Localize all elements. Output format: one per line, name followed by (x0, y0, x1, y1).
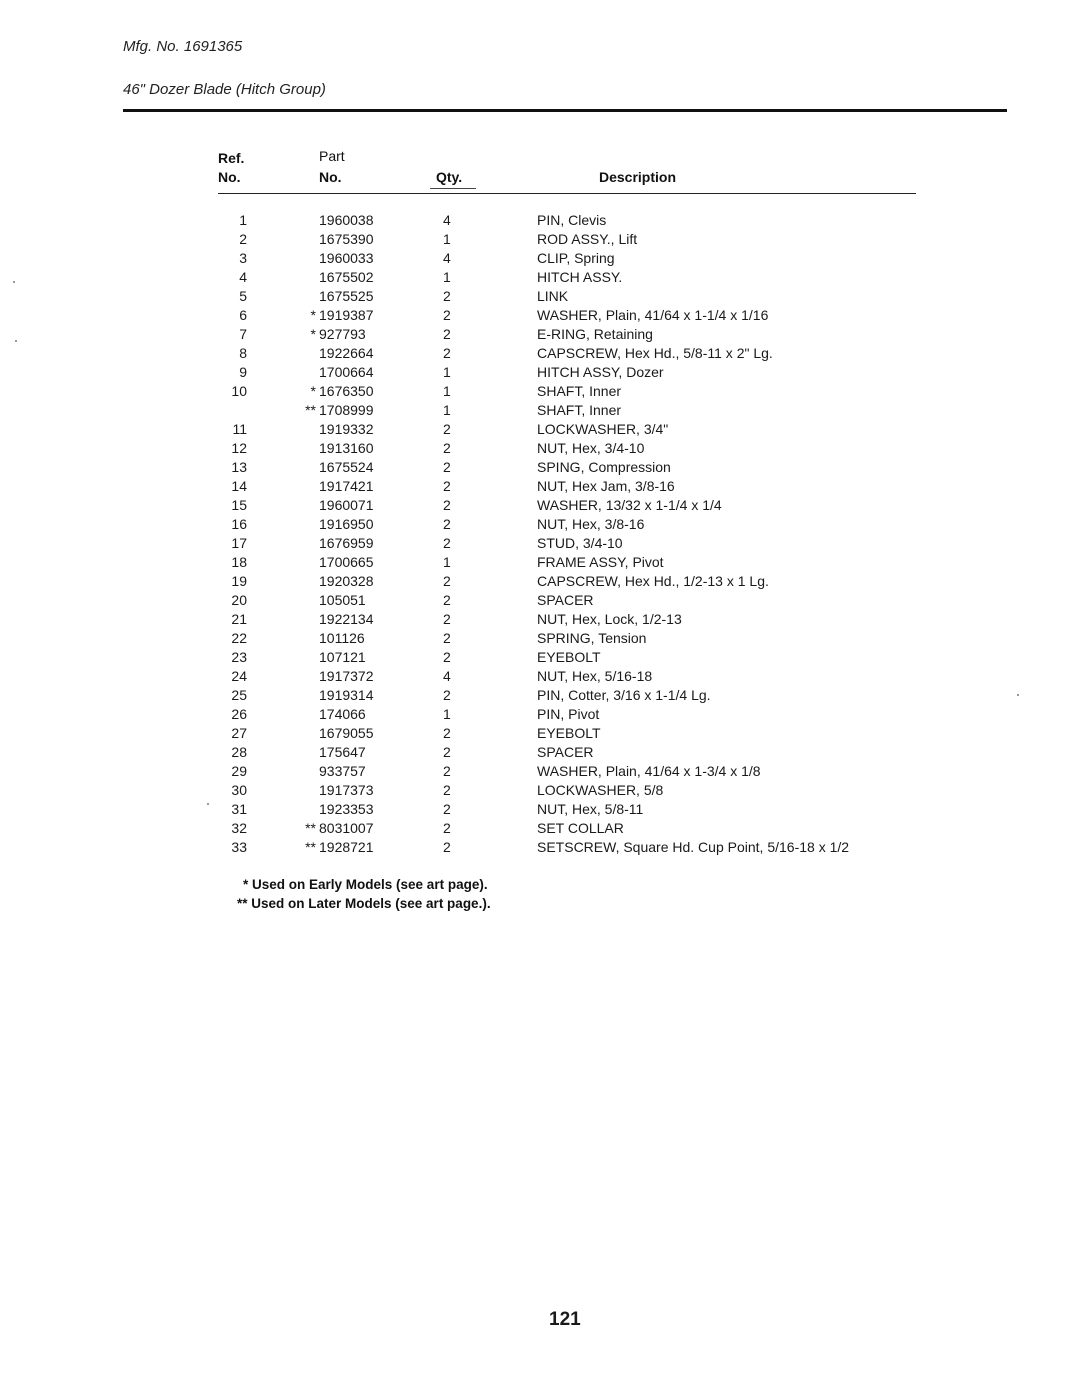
qty-cell: 1 (443, 231, 451, 247)
qty-cell: 4 (443, 212, 451, 228)
table-row (0, 249, 1080, 268)
part-number-cell: 8031007 (319, 820, 374, 836)
ref-cell: 1 (239, 212, 247, 228)
ref-cell: 18 (231, 554, 247, 570)
qty-cell: 2 (443, 744, 451, 760)
ref-cell: 5 (239, 288, 247, 304)
qty-cell: 2 (443, 478, 451, 494)
model-mark: * (310, 307, 316, 323)
part-number-cell: 1708999 (319, 402, 374, 418)
description-cell: WASHER, Plain, 41/64 x 1-1/4 x 1/16 (537, 307, 769, 323)
table-row (0, 686, 1080, 705)
ref-cell: 19 (231, 573, 247, 589)
qty-cell: 4 (443, 250, 451, 266)
ref-cell: 10 (231, 383, 247, 399)
col-part-label: Part (319, 148, 345, 164)
description-cell: NUT, Hex, 5/8-11 (537, 801, 644, 817)
table-row (0, 724, 1080, 743)
ref-cell: 30 (231, 782, 247, 798)
table-row (0, 819, 1080, 838)
description-cell: CAPSCREW, Hex Hd., 1/2-13 x 1 Lg. (537, 573, 769, 589)
description-cell: SPING, Compression (537, 459, 671, 475)
qty-cell: 1 (443, 364, 451, 380)
ref-cell: 3 (239, 250, 247, 266)
description-cell: SETSCREW, Square Hd. Cup Point, 5/16-18 x 1/2 (537, 839, 850, 855)
description-cell: STUD, 3/4-10 (537, 535, 623, 551)
table-row (0, 268, 1080, 287)
description-cell: PIN, Pivot (537, 706, 600, 722)
qty-cell: 2 (443, 820, 451, 836)
part-number-cell: 1919332 (319, 421, 374, 437)
ref-cell: 23 (231, 649, 247, 665)
description-cell: HITCH ASSY. (537, 269, 623, 285)
table-row (0, 838, 1080, 857)
ref-cell: 28 (231, 744, 247, 760)
ref-cell: 31 (231, 801, 247, 817)
part-number-cell: 1923353 (319, 801, 374, 817)
page-number: 121 (549, 1309, 581, 1330)
ref-cell: 17 (231, 535, 247, 551)
col-ref-label: Ref. (218, 150, 245, 166)
part-number-cell: 1675502 (319, 269, 374, 285)
ref-cell: 29 (231, 763, 247, 779)
table-row (0, 705, 1080, 724)
model-mark: * (310, 326, 316, 342)
part-number-cell: 1917372 (319, 668, 374, 684)
description-cell: CAPSCREW, Hex Hd., 5/8-11 x 2" Lg. (537, 345, 773, 361)
description-cell: FRAME ASSY, Pivot (537, 554, 664, 570)
table-row (0, 439, 1080, 458)
qty-cell: 2 (443, 497, 451, 513)
part-number-cell: 933757 (319, 763, 366, 779)
part-number-cell: 1919314 (319, 687, 374, 703)
ref-cell: 15 (231, 497, 247, 513)
part-number-cell: 1676350 (319, 383, 374, 399)
qty-cell: 2 (443, 801, 451, 817)
qty-cell: 2 (443, 307, 451, 323)
part-number-cell: 1960071 (319, 497, 374, 513)
table-row (0, 648, 1080, 667)
part-number-cell: 927793 (319, 326, 366, 342)
model-mark: ** (305, 839, 316, 855)
part-number-cell: 1913160 (319, 440, 374, 456)
description-cell: WASHER, 13/32 x 1-1/4 x 1/4 (537, 497, 722, 513)
table-row (0, 477, 1080, 496)
scan-speck (1017, 694, 1019, 696)
col-ref-label-no: No. (218, 169, 241, 185)
qty-cell: 2 (443, 611, 451, 627)
ref-cell: 2 (239, 231, 247, 247)
ref-cell: 32 (231, 820, 247, 836)
part-number-cell: 1960033 (319, 250, 374, 266)
part-number-cell: 1679055 (319, 725, 374, 741)
scan-speck (207, 803, 209, 805)
model-mark: ** (305, 402, 316, 418)
description-cell: LOCKWASHER, 5/8 (537, 782, 664, 798)
table-row (0, 591, 1080, 610)
description-cell: LINK (537, 288, 569, 304)
table-row (0, 534, 1080, 553)
qty-underline (430, 188, 476, 189)
description-cell: NUT, Hex, Lock, 1/2-13 (537, 611, 682, 627)
part-number-cell: 1917373 (319, 782, 374, 798)
table-row (0, 382, 1080, 401)
ref-cell: 26 (231, 706, 247, 722)
description-cell: NUT, Hex Jam, 3/8-16 (537, 478, 675, 494)
table-row (0, 344, 1080, 363)
ref-cell: 16 (231, 516, 247, 532)
description-cell: WASHER, Plain, 41/64 x 1-3/4 x 1/8 (537, 763, 761, 779)
table-header-rule (218, 193, 916, 194)
ref-cell: 7 (239, 326, 247, 342)
footnote-later-models: ** Used on Later Models (see art page.). (237, 896, 491, 911)
part-number-cell: 105051 (319, 592, 366, 608)
table-row (0, 781, 1080, 800)
qty-cell: 2 (443, 288, 451, 304)
qty-cell: 2 (443, 782, 451, 798)
table-row (0, 420, 1080, 439)
model-mark: * (310, 383, 316, 399)
ref-cell: 8 (239, 345, 247, 361)
part-number-cell: 174066 (319, 706, 366, 722)
header-rule (123, 109, 1007, 112)
part-number-cell: 1917421 (319, 478, 374, 494)
description-cell: ROD ASSY., Lift (537, 231, 638, 247)
qty-cell: 2 (443, 649, 451, 665)
table-row (0, 325, 1080, 344)
scan-speck (13, 281, 15, 283)
ref-cell: 20 (231, 592, 247, 608)
mfg-number: Mfg. No. 1691365 (123, 38, 243, 55)
part-number-cell: 1700665 (319, 554, 374, 570)
description-cell: PIN, Cotter, 3/16 x 1-1/4 Lg. (537, 687, 711, 703)
description-cell: SPACER (537, 744, 594, 760)
part-number-cell: 1676959 (319, 535, 374, 551)
description-cell: SHAFT, Inner (537, 402, 622, 418)
qty-cell: 2 (443, 687, 451, 703)
table-row (0, 401, 1080, 420)
qty-cell: 2 (443, 725, 451, 741)
part-number-cell: 1916950 (319, 516, 374, 532)
part-number-cell: 1675525 (319, 288, 374, 304)
ref-cell: 13 (231, 459, 247, 475)
qty-cell: 4 (443, 668, 451, 684)
part-number-cell: 1928721 (319, 839, 374, 855)
table-row (0, 306, 1080, 325)
part-number-cell: 1675390 (319, 231, 374, 247)
qty-cell: 2 (443, 516, 451, 532)
qty-cell: 2 (443, 459, 451, 475)
col-part-label-no: No. (319, 169, 342, 185)
table-row (0, 762, 1080, 781)
part-number-cell: 107121 (319, 649, 366, 665)
description-cell: SPRING, Tension (537, 630, 647, 646)
table-row (0, 230, 1080, 249)
ref-cell: 6 (239, 307, 247, 323)
qty-cell: 1 (443, 554, 451, 570)
ref-cell: 11 (232, 421, 247, 437)
qty-cell: 2 (443, 839, 451, 855)
description-cell: SET COLLAR (537, 820, 624, 836)
description-cell: EYEBOLT (537, 725, 601, 741)
qty-cell: 1 (443, 402, 451, 418)
description-cell: NUT, Hex, 3/4-10 (537, 440, 645, 456)
ref-cell: 12 (231, 440, 247, 456)
qty-cell: 1 (443, 706, 451, 722)
part-number-cell: 1700664 (319, 364, 374, 380)
ref-cell: 25 (231, 687, 247, 703)
part-number-cell: 101126 (319, 630, 365, 646)
ref-cell: 21 (231, 611, 247, 627)
ref-cell: 24 (231, 668, 247, 684)
part-number-cell: 1919387 (319, 307, 374, 323)
part-number-cell: 1960038 (319, 212, 374, 228)
description-cell: NUT, Hex, 3/8-16 (537, 516, 645, 532)
model-mark: ** (305, 820, 316, 836)
parts-table (0, 211, 1080, 857)
part-number-cell: 1675524 (319, 459, 374, 475)
scan-speck (15, 340, 17, 342)
qty-cell: 1 (443, 269, 451, 285)
table-row (0, 800, 1080, 819)
col-description-label: Description (599, 169, 677, 185)
ref-cell: 33 (231, 839, 247, 855)
part-number-cell: 1922134 (319, 611, 374, 627)
description-cell: E-RING, Retaining (537, 326, 653, 342)
qty-cell: 2 (443, 421, 451, 437)
qty-cell: 2 (443, 592, 451, 608)
table-row (0, 610, 1080, 629)
table-row (0, 287, 1080, 306)
table-row (0, 211, 1080, 230)
description-cell: SHAFT, Inner (537, 383, 622, 399)
table-row (0, 553, 1080, 572)
qty-cell: 1 (443, 383, 451, 399)
table-row (0, 496, 1080, 515)
part-number-cell: 1922664 (319, 345, 374, 361)
table-row (0, 629, 1080, 648)
table-row (0, 572, 1080, 591)
qty-cell: 2 (443, 763, 451, 779)
ref-cell: 27 (231, 725, 247, 741)
ref-cell: 14 (231, 478, 247, 494)
col-qty-label: Qty. (436, 169, 463, 185)
qty-cell: 2 (443, 573, 451, 589)
description-cell: PIN, Clevis (537, 212, 607, 228)
qty-cell: 2 (443, 326, 451, 342)
ref-cell: 4 (239, 269, 247, 285)
part-number-cell: 175647 (319, 744, 366, 760)
table-row (0, 458, 1080, 477)
qty-cell: 2 (443, 345, 451, 361)
part-number-cell: 1920328 (319, 573, 374, 589)
description-cell: LOCKWASHER, 3/4" (537, 421, 669, 437)
qty-cell: 2 (443, 630, 451, 646)
description-cell: EYEBOLT (537, 649, 601, 665)
table-row (0, 363, 1080, 382)
description-cell: SPACER (537, 592, 594, 608)
page-title: 46" Dozer Blade (Hitch Group) (123, 81, 326, 98)
footnote-early-models: * Used on Early Models (see art page). (243, 877, 488, 892)
ref-cell: 22 (231, 630, 247, 646)
table-row (0, 667, 1080, 686)
description-cell: CLIP, Spring (537, 250, 615, 266)
table-row (0, 743, 1080, 762)
description-cell: NUT, Hex, 5/16-18 (537, 668, 653, 684)
table-row (0, 515, 1080, 534)
qty-cell: 2 (443, 440, 451, 456)
ref-cell: 9 (239, 364, 247, 380)
description-cell: HITCH ASSY, Dozer (537, 364, 664, 380)
qty-cell: 2 (443, 535, 451, 551)
